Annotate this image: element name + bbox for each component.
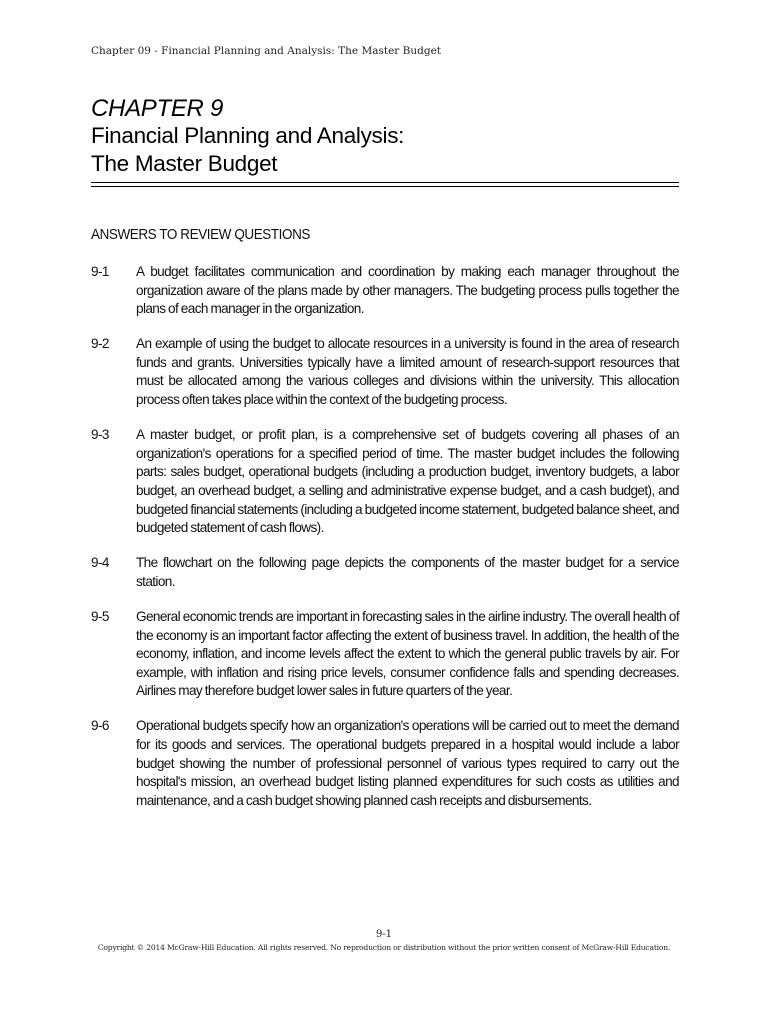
- answer-item: [91, 335, 679, 409]
- answer-number: 9-5: [91, 608, 109, 624]
- page-number: 9-1: [375, 929, 393, 940]
- answer-item: [91, 426, 679, 538]
- chapter-title-line-2: The Master Budget: [91, 151, 278, 176]
- answer-number: 9-6: [91, 718, 109, 734]
- section-heading: ANSWERS TO REVIEW QUESTIONS: [91, 227, 310, 243]
- answer-number: 9-2: [91, 336, 109, 352]
- chapter-title-block: [91, 96, 679, 178]
- answer-number: 9-1: [91, 264, 109, 279]
- answer-item: [91, 608, 679, 701]
- chapter-title-line-1: Financial Planning and Analysis:: [91, 123, 405, 148]
- copyright-notice: Copyright © 2014 McGraw-Hill Education. All rights reserved. No reproduction or distribution without the prior written consent of McGraw-Hill Education.: [97, 943, 671, 952]
- answer-text: General economic trends are important in forecasting sales in the airline industry. The overall health of the economy is an important factor affecting the extent of business travel. In addition, the health of the economy, inflation, and income levels affect the extent to which the general public travels by air. For example, with inflation and rising price levels, consumer confidence falls and spending decreases. Airlines may therefore budget lower sales in future quarters of the year.: [136, 608, 679, 699]
- answer-text: A budget facilitates communication and coordination by making each manager throughout the organization aware of the plans made by other managers. The budgeting process pulls together the plans of each manager in the organization.: [136, 264, 679, 317]
- answer-text: An example of using the budget to allocate resources in a university is found in the area of research funds and grants. Universities typically have a limited amount of research-support resources that must be allocated among the various colleges and divisions within the university. This allocation process often takes place within the context of the budgeting process.: [136, 336, 679, 408]
- title-divider: [91, 182, 679, 187]
- running-header: Chapter 09 - Financial Planning and Analysis: The Master Budget: [91, 45, 442, 57]
- answer-number: 9-3: [91, 427, 109, 443]
- answer-item: [91, 263, 679, 319]
- answer-text: Operational budgets specify how an organization's operations will be carried out to meet the demand for its goods and services. The operational budgets prepared in a hospital would include a labor budget showing the number of professional personnel of various types required to carry out the hospital's mission, an overhead budget listing planned expenditures for such costs as utilities and maintenance, and a cash budget showing planned cash receipts and disbursements.: [136, 718, 679, 808]
- answer-number: 9-4: [91, 555, 109, 571]
- answer-text: A master budget, or profit plan, is a comprehensive set of budgets covering all phases of an organization's operations for a specified period of time. The master budget includes the following parts: sales budget, operational budgets (including a production budget, inventory budgets, a labor budget, an overhead budget, a selling and administrative expense budget, and a cash budget), and budgeted financial statements (including a budgeted income statement, budgeted balance sheet, and budgeted statement of cash flows).: [136, 427, 679, 536]
- answer-item: [91, 554, 679, 591]
- answer-text: The flowchart on the following page depicts the components of the master budget for a service station.: [136, 555, 679, 589]
- answer-item: [91, 717, 679, 810]
- answer-list: [91, 263, 679, 827]
- chapter-number: CHAPTER 9: [91, 95, 223, 122]
